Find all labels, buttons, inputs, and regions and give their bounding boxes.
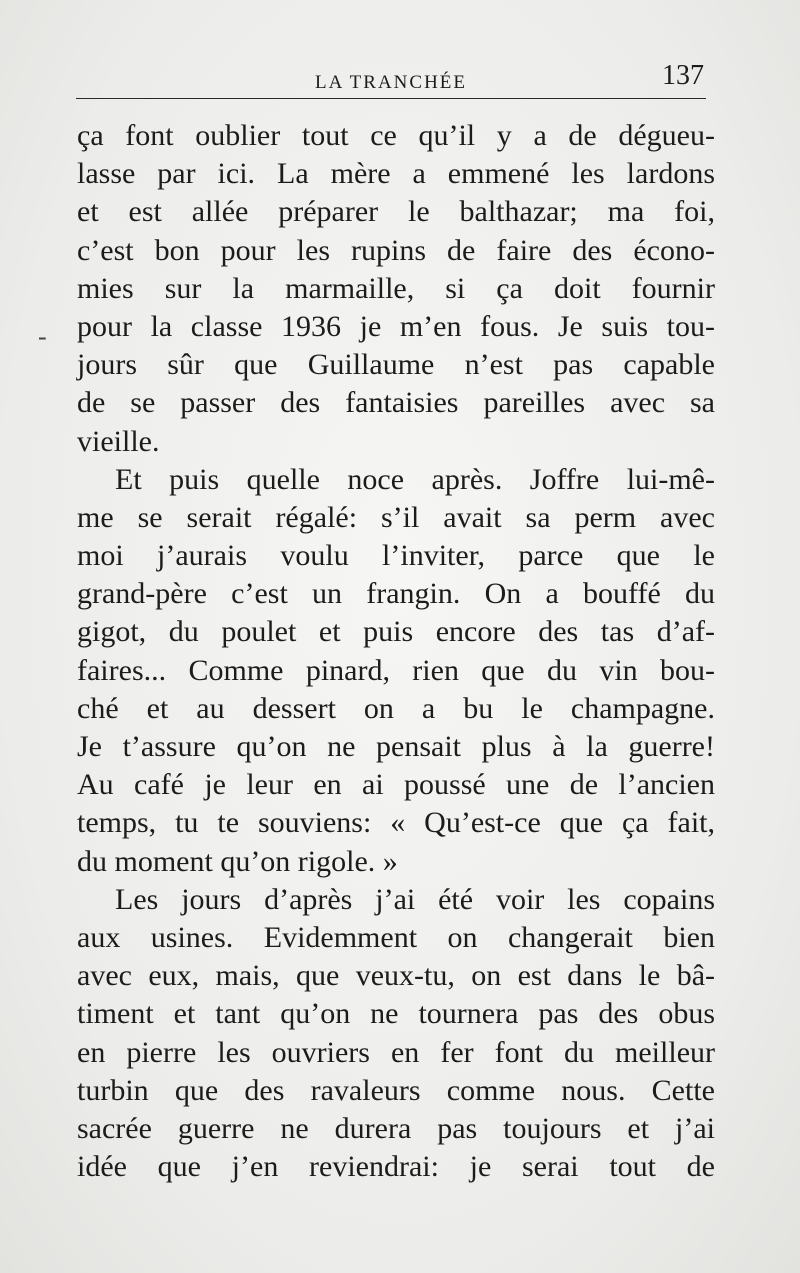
text-line: Je t’assure qu’on ne pensait plus à la guerre!	[77, 730, 715, 763]
text-line: jours sûr que Guillaume n’est pas capable	[77, 348, 715, 382]
text-line: du moment qu’on rigole. »	[77, 844, 398, 878]
text-line: pour la classe 1936 je m’en fous. Je suis tou-	[77, 309, 715, 343]
text-line: sacrée guerre ne durera pas toujours et j’ai	[77, 1111, 715, 1145]
text-line: ché et au dessert on a bu le champagne.	[77, 691, 715, 725]
text-line: mies sur la marmaille, si ça doit fournir	[77, 271, 715, 305]
header-rule	[76, 98, 706, 99]
body-text	[77, 117, 715, 1186]
text-line: turbin que des ravaleurs comme nous. Cette	[77, 1073, 715, 1107]
margin-mark: -	[38, 322, 47, 351]
running-title: LA TRANCHÉE	[314, 72, 467, 93]
page-header	[78, 58, 704, 98]
text-line: gigot, du poulet et puis encore des tas d’af-	[77, 615, 715, 649]
text-line: lasse par ici. La mère a emmené les lardons	[77, 157, 715, 191]
text-line: temps, tu te souviens: « Qu’est-ce que ça fait,	[77, 806, 715, 840]
text-line: Au café je leur en ai poussé une de l’ancien	[77, 768, 715, 802]
text-line: avec eux, mais, que veux-tu, on est dans le bâ-	[77, 959, 715, 993]
page-number: 137	[662, 60, 704, 91]
text-line: Et puis quelle noce après. Joffre lui-mê-	[115, 462, 715, 496]
text-line: c’est bon pour les rupins de faire des écono-	[77, 233, 715, 267]
text-line: de se passer des fantaisies pareilles avec sa	[77, 386, 715, 420]
text-line: ça font oublier tout ce qu’il y a de dégueu-	[77, 119, 715, 152]
text-line: moi j’aurais voulu l’inviter, parce que le	[77, 539, 715, 573]
text-line: Les jours d’après j’ai été voir les copains	[115, 882, 715, 916]
text-line: me se serait régalé: s’il avait sa perm avec	[77, 500, 715, 534]
text-line: en pierre les ouvriers en fer font du meilleur	[77, 1035, 715, 1069]
text-line: timent et tant qu’on ne tournera pas des obus	[77, 997, 715, 1031]
text-line: et est allée préparer le balthazar; ma foi,	[77, 195, 715, 229]
text-line: grand-père c’est un frangin. On a bouffé du	[77, 577, 715, 611]
text-line: idée que j’en reviendrai: je serai tout de	[77, 1150, 715, 1184]
text-line: vieille.	[77, 424, 160, 458]
text-line: faires... Comme pinard, rien que du vin bou-	[77, 653, 715, 687]
text-line: aux usines. Evidemment on changerait bien	[77, 920, 715, 954]
